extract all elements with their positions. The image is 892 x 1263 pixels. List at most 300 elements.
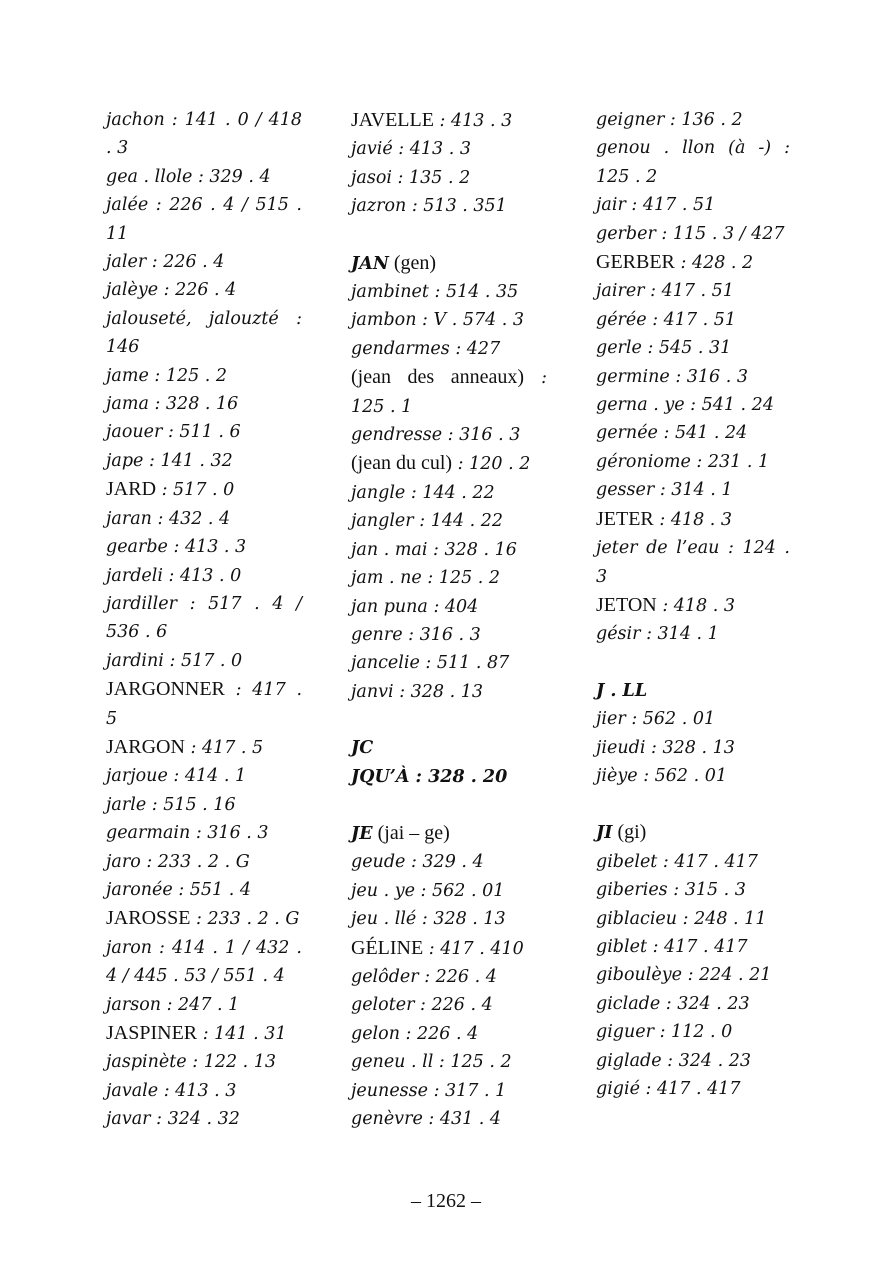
reference: 124 . 3 <box>596 538 790 587</box>
headword: gelôder <box>351 966 419 987</box>
headword: jaler <box>106 252 147 273</box>
separator: : <box>452 454 470 475</box>
reference: 233 . 2 . G <box>207 909 300 930</box>
separator: : <box>414 995 432 1016</box>
index-entry <box>596 734 790 762</box>
index-entry <box>106 991 302 1019</box>
reference: 514 . 35 <box>445 282 519 303</box>
separator: : <box>190 909 208 930</box>
separator: : <box>660 993 678 1014</box>
index-entry <box>106 276 302 304</box>
separator: : <box>393 681 411 702</box>
separator: : <box>167 537 185 558</box>
index-entry <box>106 447 302 475</box>
index-entry <box>596 905 790 933</box>
separator: : <box>442 425 460 446</box>
headword-upright: JAVELLE <box>351 109 434 131</box>
separator: : <box>151 508 169 529</box>
index-entry <box>351 306 547 334</box>
reference: 417 . 51 <box>663 309 737 330</box>
reference: 125 . 2 <box>165 365 228 386</box>
index-entry <box>351 421 547 449</box>
separator: : <box>148 365 166 386</box>
headword: giberies <box>596 880 668 901</box>
separator: : <box>674 253 692 274</box>
separator: : <box>647 936 665 957</box>
separator: : <box>162 565 181 586</box>
reference: 247 . 1 <box>178 994 240 1015</box>
reference: 417 . 417 <box>674 851 758 872</box>
reference: 226 . 4 <box>163 252 225 273</box>
separator: : <box>427 596 445 617</box>
headword: jan puna <box>351 596 428 617</box>
section-heading: JC <box>351 738 374 759</box>
separator: : <box>163 650 181 671</box>
separator: : <box>413 511 431 532</box>
index-entry <box>106 819 302 847</box>
index-entry <box>106 362 302 390</box>
headword: gearmain <box>106 823 191 844</box>
index-entry <box>106 1048 302 1076</box>
separator: : <box>224 680 253 701</box>
reference: 141 . 32 <box>160 450 233 471</box>
headword: gernée <box>596 423 658 444</box>
index-entry <box>351 164 547 192</box>
reference: 328 . 13 <box>662 737 735 758</box>
reference: 125 . 1 <box>351 396 413 417</box>
reference: 315 . 3 <box>684 880 746 901</box>
reference: 418 . 3 <box>673 595 736 616</box>
separator: : <box>667 880 685 901</box>
separator: : <box>646 309 664 330</box>
index-column-1 <box>106 106 302 1134</box>
index-entry <box>106 475 302 504</box>
reference: V . 574 . 3 <box>433 310 525 331</box>
index-entry <box>596 534 790 591</box>
reference: 120 . 2 <box>469 454 531 475</box>
index-entry <box>106 1019 302 1048</box>
headword: janvi <box>351 681 394 702</box>
headword: jair <box>596 195 626 216</box>
reference: 404 <box>444 596 479 617</box>
index-entry <box>106 647 302 675</box>
headword: gerber <box>596 223 656 244</box>
reference: 226 . 4 <box>435 966 497 987</box>
headword: jaspinète <box>106 1052 187 1073</box>
separator: : <box>176 593 209 614</box>
reference: 413 . 0 <box>180 565 242 586</box>
separator: : <box>148 394 166 415</box>
headword: giblacieu <box>596 908 678 929</box>
headword: javié <box>351 139 393 160</box>
index-entry <box>596 248 790 277</box>
headword: jangler <box>351 511 414 532</box>
reference: 324 . 32 <box>167 1109 240 1130</box>
headword-upright: JAROSSE <box>106 907 191 930</box>
section-key: JAN <box>351 253 389 274</box>
separator: : <box>645 737 663 758</box>
reference: 417 . 410 <box>440 938 524 959</box>
headword: genre <box>351 624 403 645</box>
reference: 418 . 3 <box>670 509 733 530</box>
index-entry <box>351 991 547 1019</box>
reference: 314 . 1 <box>657 624 719 645</box>
index-entry <box>351 934 547 963</box>
reference: 541 . 24 <box>674 423 748 444</box>
index-entry <box>106 733 302 762</box>
index-entry <box>351 905 547 933</box>
index-entry <box>351 479 547 507</box>
headword: giclade <box>596 993 661 1014</box>
separator: : <box>172 879 190 900</box>
index-entry <box>596 106 790 134</box>
separator: : <box>405 482 423 503</box>
reference: 226 . 4 / 515 . 11 <box>106 195 302 244</box>
index-entry <box>596 448 790 476</box>
index-entry <box>106 505 302 533</box>
reference: 144 . 22 <box>422 482 495 503</box>
reference: 125 . 2 <box>596 166 658 187</box>
reference: 562 . 01 <box>642 709 716 730</box>
reference: 511 . 6 <box>179 422 241 443</box>
separator: : <box>416 909 434 930</box>
headword: genou . llon (à -) <box>596 138 772 159</box>
separator: : <box>146 252 164 273</box>
index-entry <box>351 335 547 363</box>
separator: : <box>405 852 423 873</box>
separator: : <box>428 282 446 303</box>
headword: jardeli <box>106 565 163 586</box>
section-heading <box>596 818 790 847</box>
separator: : <box>278 308 302 329</box>
headword: gibelet <box>596 851 658 872</box>
index-entry <box>596 363 790 391</box>
index-entry <box>106 904 302 933</box>
separator: : <box>423 938 441 959</box>
index-entry <box>596 961 790 989</box>
section-gap <box>351 791 547 819</box>
headword: gesser <box>596 480 655 501</box>
headword: geude <box>351 852 406 873</box>
reference: 417 . 417 <box>664 936 748 957</box>
separator: : <box>167 766 185 787</box>
reference: 224 . 21 <box>699 965 772 986</box>
headword: jarson <box>106 994 162 1015</box>
headword: jambinet <box>351 282 429 303</box>
reference: 417 . 5 <box>106 680 303 729</box>
index-entry <box>351 536 547 564</box>
reference: 144 . 22 <box>430 511 504 532</box>
index-entry <box>596 134 790 191</box>
section-gap <box>351 221 547 249</box>
reference: 517 . 0 <box>180 650 243 671</box>
reference: 226 . 4 <box>431 995 493 1016</box>
section-pronunciation: (jai – ge) <box>372 821 450 844</box>
reference: 432 . 4 <box>168 508 231 529</box>
headword: jaron <box>106 937 153 958</box>
separator: : <box>682 965 700 986</box>
separator: : <box>143 450 161 471</box>
reference: 562 . 01 <box>432 880 505 901</box>
reference: 146 <box>106 337 140 358</box>
reference: 511 . 87 <box>436 653 510 674</box>
index-entry <box>106 675 302 733</box>
reference: 324 . 23 <box>678 1050 751 1071</box>
separator: : <box>148 195 170 216</box>
headword-upright: GERBER <box>596 251 675 274</box>
headword: jieudi <box>596 737 646 758</box>
headword: germine <box>596 366 670 387</box>
headword: gendarmes <box>351 338 450 359</box>
headword: geigner <box>596 110 665 130</box>
separator: : <box>625 195 643 216</box>
reference: 427 <box>466 338 501 359</box>
index-entry <box>106 305 302 362</box>
index-entry <box>106 848 302 876</box>
separator: : <box>152 937 172 958</box>
reference: 541 . 24 <box>701 395 774 416</box>
separator: : <box>654 1022 672 1043</box>
headword: jancelie <box>351 653 420 674</box>
index-entry <box>351 877 547 905</box>
separator: : <box>161 994 179 1015</box>
separator: : <box>719 538 743 559</box>
reference: 417 . 417 <box>657 1079 741 1099</box>
headword: gigié <box>596 1079 640 1099</box>
index-entry <box>596 705 790 733</box>
headword: jaran <box>106 508 152 529</box>
headword: jardini <box>106 650 164 671</box>
separator: : <box>669 366 687 387</box>
reference: 122 . 13 <box>203 1052 277 1073</box>
headword-upright: (jean du cul) <box>351 452 453 475</box>
index-entry <box>596 505 790 534</box>
headword: gea . llole <box>106 166 193 187</box>
headword-upright: (jean des anneaux) <box>351 366 524 389</box>
separator: : <box>156 480 174 501</box>
headword-upright: JASPINER <box>106 1022 198 1044</box>
index-entry <box>596 990 790 1018</box>
reference: 513 . 351 <box>423 196 507 217</box>
index-entry <box>106 1105 302 1133</box>
separator: : <box>664 110 682 130</box>
reference: 417 . 5 <box>201 737 264 758</box>
headword: gearbe <box>106 537 168 558</box>
headword: jalèye <box>106 280 159 301</box>
headword: jaronée <box>106 879 173 900</box>
index-entry <box>351 678 547 706</box>
reference: 316 . 3 <box>207 823 269 844</box>
separator: : <box>184 737 202 758</box>
headword: giglade <box>596 1050 662 1071</box>
headword: jalée <box>106 195 149 216</box>
separator: : <box>654 480 672 501</box>
index-entry <box>351 278 547 306</box>
separator: : <box>641 338 659 359</box>
reference: 125 . 2 <box>438 568 501 589</box>
headword-upright: JETON <box>596 593 657 616</box>
headword: jeu . ye <box>351 880 415 901</box>
headword-upright: JARGON <box>106 735 185 758</box>
section-heading: J . LL <box>596 680 648 701</box>
reference: 545 . 31 <box>658 338 732 359</box>
headword: jam . ne <box>351 568 422 589</box>
headword: jeunesse <box>351 1080 428 1101</box>
reference: 414 . 1 <box>184 766 247 787</box>
index-entry <box>596 277 790 305</box>
section-heading <box>351 249 547 278</box>
section-heading: JQU’À : 328 . 20 <box>351 766 508 787</box>
headword: jeter de l’eau <box>596 538 720 559</box>
reference: 414 . 1 / 432 . 4 / 445 . 53 / 551 . 4 <box>106 937 302 987</box>
separator: : <box>406 196 424 217</box>
index-entry <box>106 533 302 561</box>
reference: 329 . 4 <box>422 852 484 873</box>
section-key: JI <box>596 823 613 844</box>
separator: : <box>422 1109 440 1129</box>
index-entry <box>351 1105 547 1133</box>
reference: 231 . 1 <box>707 451 770 472</box>
headword: jardiller <box>106 593 177 614</box>
separator: : <box>657 423 675 444</box>
headword: géroniome <box>596 451 691 472</box>
separator: : <box>661 1050 679 1071</box>
index-entry <box>596 306 790 334</box>
reference: 233 . 2 . G <box>157 851 250 872</box>
separator: : <box>427 539 445 560</box>
reference: 141 . 31 <box>214 1024 287 1044</box>
headword: jasoi <box>351 167 392 188</box>
separator: : <box>625 709 643 730</box>
reference: 314 . 1 <box>671 480 733 501</box>
reference: 328 . 16 <box>444 539 517 560</box>
index-entry <box>106 248 302 276</box>
headword-upright: JARD <box>106 478 157 501</box>
index-entry <box>351 1048 547 1076</box>
index-entry <box>351 649 547 677</box>
reference: 324 . 23 <box>677 993 750 1014</box>
headword: gerle <box>596 338 642 359</box>
headword: jachon <box>106 110 165 130</box>
reference: 317 . 1 <box>445 1080 507 1101</box>
headword: jape <box>106 450 144 471</box>
index-column-3 <box>596 106 790 1103</box>
separator: : <box>392 139 410 160</box>
separator: : <box>391 167 410 188</box>
headword-upright: JETER <box>596 507 654 530</box>
index-entry <box>596 476 790 504</box>
index-entry <box>596 419 790 447</box>
headword: gerna . ye <box>596 395 685 416</box>
reference: 417 . 51 <box>661 281 734 302</box>
separator: : <box>656 595 674 616</box>
headword: giboulèye <box>596 965 683 986</box>
headword: jier <box>596 709 626 730</box>
index-entry <box>106 163 302 191</box>
index-entry <box>106 590 302 647</box>
index-entry <box>351 507 547 535</box>
index-entry <box>106 1077 302 1105</box>
separator: : <box>428 1080 446 1101</box>
headword: jarle <box>106 794 147 815</box>
separator: : <box>524 368 547 389</box>
index-entry <box>351 363 547 421</box>
headword: jame <box>106 365 149 386</box>
separator: : <box>655 223 673 244</box>
reference: 226 . 4 <box>175 280 237 301</box>
headword: gelon <box>351 1023 400 1044</box>
section-pronunciation: (gi) <box>612 821 647 844</box>
reference: 316 . 3 <box>459 425 521 446</box>
separator: : <box>639 1079 657 1099</box>
reference: 112 . 0 <box>671 1022 733 1043</box>
separator: : <box>684 395 702 416</box>
reference: 115 . 3 / 427 <box>672 223 785 244</box>
reference: 517 . 0 <box>173 480 235 501</box>
index-entry <box>596 848 790 876</box>
index-entry <box>351 621 547 649</box>
reference: 136 . 2 <box>681 110 743 130</box>
index-entry <box>596 620 790 648</box>
reference: 413 . 3 <box>184 537 247 558</box>
headword: geneu . ll <box>351 1052 434 1073</box>
reference: 413 . 3 <box>175 1080 237 1101</box>
index-entry <box>106 762 302 790</box>
reference: 141 . 0 / 418 . 3 <box>106 110 302 159</box>
section-gap <box>596 790 790 818</box>
section-pronunciation: (gen) <box>388 251 437 274</box>
index-entry <box>351 192 547 220</box>
index-entry <box>106 562 302 590</box>
separator: : <box>644 281 662 302</box>
section-gap <box>596 649 790 677</box>
headword: giguer <box>596 1022 654 1043</box>
index-entry <box>596 191 790 219</box>
reference: 316 . 3 <box>686 366 749 387</box>
reference: 328 . 16 <box>165 394 239 415</box>
headword: jeu . llé <box>351 909 417 930</box>
reference: 413 . 3 <box>409 139 471 160</box>
headword: jalouseté, jalouzté <box>106 308 279 329</box>
reference: 226 . 4 <box>417 1023 479 1044</box>
separator: : <box>158 280 176 301</box>
index-entry <box>596 1047 790 1075</box>
index-column-2 <box>351 106 547 1133</box>
separator: : <box>416 310 434 331</box>
headword: jazron <box>351 196 407 217</box>
separator: : <box>653 509 671 530</box>
headword-upright: JARGONNER <box>106 678 225 701</box>
index-entry <box>596 762 790 790</box>
index-entry <box>351 449 547 478</box>
index-entry <box>596 876 790 904</box>
index-entry <box>106 106 302 163</box>
index-entry <box>351 1020 547 1048</box>
index-entry <box>351 135 547 163</box>
reference: 316 . 3 <box>419 624 481 645</box>
headword: jaro <box>106 851 141 872</box>
reference: 562 . 01 <box>654 765 728 786</box>
headword: javar <box>106 1109 151 1130</box>
separator: : <box>657 851 675 872</box>
index-entry <box>596 1018 790 1046</box>
reference: 248 . 11 <box>694 908 767 929</box>
reference: 328 . 13 <box>433 909 506 930</box>
reference: 417 . 51 <box>642 195 716 216</box>
page-number: – 1262 – <box>411 1190 481 1212</box>
reference: 515 . 16 <box>163 794 236 815</box>
separator: : <box>433 111 451 131</box>
